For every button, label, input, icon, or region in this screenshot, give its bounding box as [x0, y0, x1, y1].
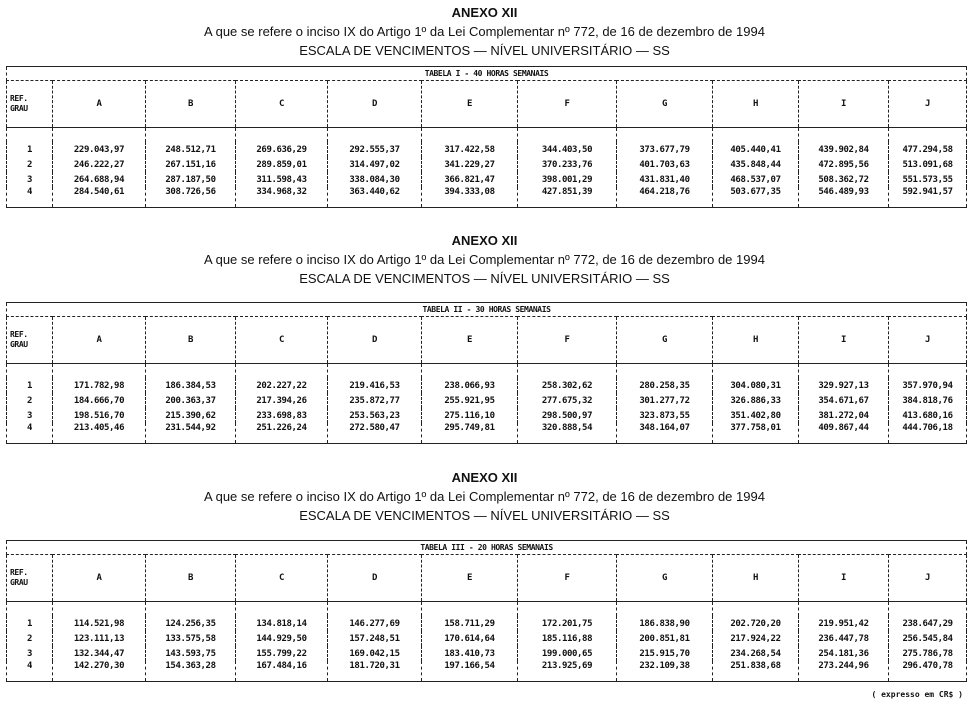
- scale-title: ESCALA DE VENCIMENTOS — NÍVEL UNIVERSITÁRIO — SS: [299, 508, 670, 523]
- currency-footnote: ( expresso em CR$ ): [871, 690, 963, 699]
- column-header: G: [617, 81, 713, 128]
- salary-cell: 198.516,70: [53, 408, 146, 423]
- salary-cell: 154.363,28: [146, 661, 236, 682]
- salary-cell: 301.277,72: [617, 393, 713, 408]
- ref-grau-header: REF. GRAU: [7, 81, 53, 128]
- salary-cell: 248.512,71: [146, 142, 236, 157]
- salary-cell: 269.636,29: [236, 142, 328, 157]
- salary-cell: 217.924,22: [713, 631, 799, 646]
- salary-cell: 202.720,20: [713, 616, 799, 631]
- table-row: [7, 423, 967, 444]
- salary-cell: 114.521,98: [53, 616, 146, 631]
- salary-cell: 233.698,83: [236, 408, 328, 423]
- column-header: B: [146, 555, 236, 602]
- column-header: D: [328, 555, 422, 602]
- salary-cell: 338.084,30: [328, 172, 422, 187]
- salary-cell: 405.440,41: [713, 142, 799, 157]
- salary-cell: 258.302,62: [518, 378, 617, 393]
- column-header: D: [328, 317, 422, 364]
- scale-title: ESCALA DE VENCIMENTOS — NÍVEL UNIVERSITÁRIO — SS: [299, 271, 670, 286]
- salary-cell: 341.229,27: [422, 157, 518, 172]
- salary-cell: 468.537,07: [713, 172, 799, 187]
- salary-cell: 169.042,15: [328, 646, 422, 661]
- salary-cell: 363.440,62: [328, 187, 422, 208]
- grau-cell: 1: [7, 142, 53, 157]
- salary-cell: 323.873,55: [617, 408, 713, 423]
- grau-cell: 3: [7, 408, 53, 423]
- column-header: E: [422, 317, 518, 364]
- salary-cell: 401.703,63: [617, 157, 713, 172]
- column-header: C: [236, 81, 328, 128]
- salary-cell: 272.580,47: [328, 423, 422, 444]
- annex-title: ANEXO XII: [451, 233, 518, 248]
- column-header: H: [713, 317, 799, 364]
- ref-grau-header: REF. GRAU: [7, 555, 53, 602]
- salary-cell: 311.598,43: [236, 172, 328, 187]
- salary-cell: 144.929,50: [236, 631, 328, 646]
- annex-subtitle: A que se refere o inciso IX do Artigo 1º da Lei Complementar nº 772, de 16 de dezembro de 1994: [204, 24, 765, 39]
- salary-cell: 133.575,58: [146, 631, 236, 646]
- salary-cell: 186.384,53: [146, 378, 236, 393]
- column-header: H: [713, 81, 799, 128]
- salary-cell: 409.867,44: [799, 423, 889, 444]
- table-row: [7, 616, 967, 631]
- grau-cell: 2: [7, 157, 53, 172]
- salary-cell: 213.405,46: [53, 423, 146, 444]
- salary-cell: 413.680,16: [889, 408, 967, 423]
- salary-cell: 284.540,61: [53, 187, 146, 208]
- table-row: [7, 142, 967, 157]
- column-header: A: [53, 555, 146, 602]
- salary-cell: 253.563,23: [328, 408, 422, 423]
- salary-cell: 185.116,88: [518, 631, 617, 646]
- salary-cell: 181.720,31: [328, 661, 422, 682]
- annex-title: ANEXO XII: [451, 470, 518, 485]
- salary-cell: 238.647,29: [889, 616, 967, 631]
- salary-cell: 275.786,78: [889, 646, 967, 661]
- salary-cell: 202.227,22: [236, 378, 328, 393]
- column-header: I: [799, 317, 889, 364]
- salary-cell: 234.268,54: [713, 646, 799, 661]
- grau-cell: 3: [7, 646, 53, 661]
- salary-cell: 171.782,98: [53, 378, 146, 393]
- salary-cell: 235.872,77: [328, 393, 422, 408]
- table-row: [7, 378, 967, 393]
- salary-cell: 251.838,68: [713, 661, 799, 682]
- column-header: E: [422, 81, 518, 128]
- salary-cell: 217.394,26: [236, 393, 328, 408]
- salary-cell: 513.091,68: [889, 157, 967, 172]
- salary-cell: 308.726,56: [146, 187, 236, 208]
- column-header: E: [422, 555, 518, 602]
- salary-cell: 197.166,54: [422, 661, 518, 682]
- salary-table: [6, 540, 967, 682]
- salary-cell: 200.363,37: [146, 393, 236, 408]
- grau-cell: 1: [7, 378, 53, 393]
- table-caption: TABELA III - 20 HORAS SEMANAIS: [7, 541, 967, 555]
- salary-cell: 232.109,38: [617, 661, 713, 682]
- column-header: I: [799, 81, 889, 128]
- salary-cell: 170.614,64: [422, 631, 518, 646]
- salary-cell: 124.256,35: [146, 616, 236, 631]
- table-row: [7, 172, 967, 187]
- salary-cell: 366.821,47: [422, 172, 518, 187]
- salary-cell: 132.344,47: [53, 646, 146, 661]
- salary-cell: 357.970,94: [889, 378, 967, 393]
- grau-cell: 4: [7, 661, 53, 682]
- salary-cell: 219.951,42: [799, 616, 889, 631]
- salary-cell: 298.500,97: [518, 408, 617, 423]
- scale-title: ESCALA DE VENCIMENTOS — NÍVEL UNIVERSITÁRIO — SS: [299, 43, 670, 58]
- grau-cell: 3: [7, 172, 53, 187]
- salary-cell: 304.080,31: [713, 378, 799, 393]
- salary-cell: 267.151,16: [146, 157, 236, 172]
- table-row: [7, 187, 967, 208]
- salary-cell: 439.902,84: [799, 142, 889, 157]
- salary-cell: 472.895,56: [799, 157, 889, 172]
- salary-cell: 275.116,10: [422, 408, 518, 423]
- salary-cell: 314.497,02: [328, 157, 422, 172]
- column-header: I: [799, 555, 889, 602]
- salary-cell: 158.711,29: [422, 616, 518, 631]
- salary-cell: 381.272,04: [799, 408, 889, 423]
- grau-cell: 4: [7, 187, 53, 208]
- salary-cell: 295.749,81: [422, 423, 518, 444]
- column-header: F: [518, 81, 617, 128]
- salary-cell: 551.573,55: [889, 172, 967, 187]
- table-row: [7, 408, 967, 423]
- column-header: F: [518, 317, 617, 364]
- salary-cell: 184.666,70: [53, 393, 146, 408]
- column-header: F: [518, 555, 617, 602]
- salary-table: [6, 66, 967, 208]
- salary-cell: 329.927,13: [799, 378, 889, 393]
- salary-cell: 215.915,70: [617, 646, 713, 661]
- salary-cell: 508.362,72: [799, 172, 889, 187]
- column-header: C: [236, 317, 328, 364]
- table-caption: TABELA II - 30 HORAS SEMANAIS: [7, 303, 967, 317]
- salary-cell: 255.921,95: [422, 393, 518, 408]
- salary-cell: 236.447,78: [799, 631, 889, 646]
- salary-cell: 592.941,57: [889, 187, 967, 208]
- salary-cell: 157.248,51: [328, 631, 422, 646]
- column-header: H: [713, 555, 799, 602]
- salary-cell: 373.677,79: [617, 142, 713, 157]
- salary-cell: 326.886,33: [713, 393, 799, 408]
- salary-cell: 296.470,78: [889, 661, 967, 682]
- salary-cell: 289.859,01: [236, 157, 328, 172]
- salary-table: [6, 302, 967, 444]
- table-row: [7, 661, 967, 682]
- salary-cell: 464.218,76: [617, 187, 713, 208]
- table-caption: TABELA I - 40 HORAS SEMANAIS: [7, 67, 967, 81]
- salary-cell: 238.066,93: [422, 378, 518, 393]
- salary-cell: 231.544,92: [146, 423, 236, 444]
- salary-cell: 134.818,14: [236, 616, 328, 631]
- column-header: B: [146, 317, 236, 364]
- column-header: J: [889, 81, 967, 128]
- salary-cell: 398.001,29: [518, 172, 617, 187]
- annex-heading: [0, 4, 969, 60]
- annex-title: ANEXO XII: [451, 5, 518, 20]
- salary-cell: 143.593,75: [146, 646, 236, 661]
- salary-cell: 477.294,58: [889, 142, 967, 157]
- annex-heading: [0, 469, 969, 525]
- column-header: G: [617, 555, 713, 602]
- column-header: J: [889, 555, 967, 602]
- grau-cell: 2: [7, 631, 53, 646]
- salary-cell: 546.489,93: [799, 187, 889, 208]
- salary-cell: 251.226,24: [236, 423, 328, 444]
- ref-grau-header: REF. GRAU: [7, 317, 53, 364]
- annex-subtitle: A que se refere o inciso IX do Artigo 1º da Lei Complementar nº 772, de 16 de dezembro de 1994: [204, 489, 765, 504]
- table-row: [7, 157, 967, 172]
- salary-cell: 199.000,65: [518, 646, 617, 661]
- salary-cell: 172.201,75: [518, 616, 617, 631]
- salary-cell: 377.758,01: [713, 423, 799, 444]
- salary-cell: 348.164,07: [617, 423, 713, 444]
- salary-cell: 200.851,81: [617, 631, 713, 646]
- grau-cell: 1: [7, 616, 53, 631]
- salary-cell: 431.831,40: [617, 172, 713, 187]
- grau-cell: 4: [7, 423, 53, 444]
- table-row: [7, 646, 967, 661]
- salary-cell: 334.968,32: [236, 187, 328, 208]
- salary-cell: 427.851,39: [518, 187, 617, 208]
- salary-cell: 273.244,96: [799, 661, 889, 682]
- salary-cell: 183.410,73: [422, 646, 518, 661]
- salary-cell: 277.675,32: [518, 393, 617, 408]
- table-row: [7, 631, 967, 646]
- salary-cell: 256.545,84: [889, 631, 967, 646]
- salary-cell: 142.270,30: [53, 661, 146, 682]
- salary-cell: 287.187,50: [146, 172, 236, 187]
- annex-heading: [0, 232, 969, 288]
- salary-cell: 123.111,13: [53, 631, 146, 646]
- salary-cell: 146.277,69: [328, 616, 422, 631]
- column-header: J: [889, 317, 967, 364]
- column-header: C: [236, 555, 328, 602]
- salary-cell: 215.390,62: [146, 408, 236, 423]
- salary-cell: 213.925,69: [518, 661, 617, 682]
- grau-cell: 2: [7, 393, 53, 408]
- salary-cell: 344.403,50: [518, 142, 617, 157]
- salary-cell: 503.677,35: [713, 187, 799, 208]
- salary-cell: 394.333,08: [422, 187, 518, 208]
- salary-cell: 254.181,36: [799, 646, 889, 661]
- salary-cell: 264.688,94: [53, 172, 146, 187]
- salary-cell: 167.484,16: [236, 661, 328, 682]
- column-header: A: [53, 317, 146, 364]
- salary-cell: 370.233,76: [518, 157, 617, 172]
- salary-cell: 435.848,44: [713, 157, 799, 172]
- column-header: A: [53, 81, 146, 128]
- salary-cell: 186.838,90: [617, 616, 713, 631]
- salary-cell: 320.888,54: [518, 423, 617, 444]
- salary-cell: 354.671,67: [799, 393, 889, 408]
- column-header: B: [146, 81, 236, 128]
- salary-cell: 317.422,58: [422, 142, 518, 157]
- salary-cell: 229.043,97: [53, 142, 146, 157]
- salary-cell: 351.402,80: [713, 408, 799, 423]
- salary-cell: 219.416,53: [328, 378, 422, 393]
- column-header: D: [328, 81, 422, 128]
- salary-cell: 155.799,22: [236, 646, 328, 661]
- salary-cell: 292.555,37: [328, 142, 422, 157]
- salary-cell: 444.706,18: [889, 423, 967, 444]
- column-header: G: [617, 317, 713, 364]
- salary-cell: 280.258,35: [617, 378, 713, 393]
- salary-cell: 246.222,27: [53, 157, 146, 172]
- annex-subtitle: A que se refere o inciso IX do Artigo 1º da Lei Complementar nº 772, de 16 de dezembro de 1994: [204, 252, 765, 267]
- salary-cell: 384.818,76: [889, 393, 967, 408]
- table-row: [7, 393, 967, 408]
